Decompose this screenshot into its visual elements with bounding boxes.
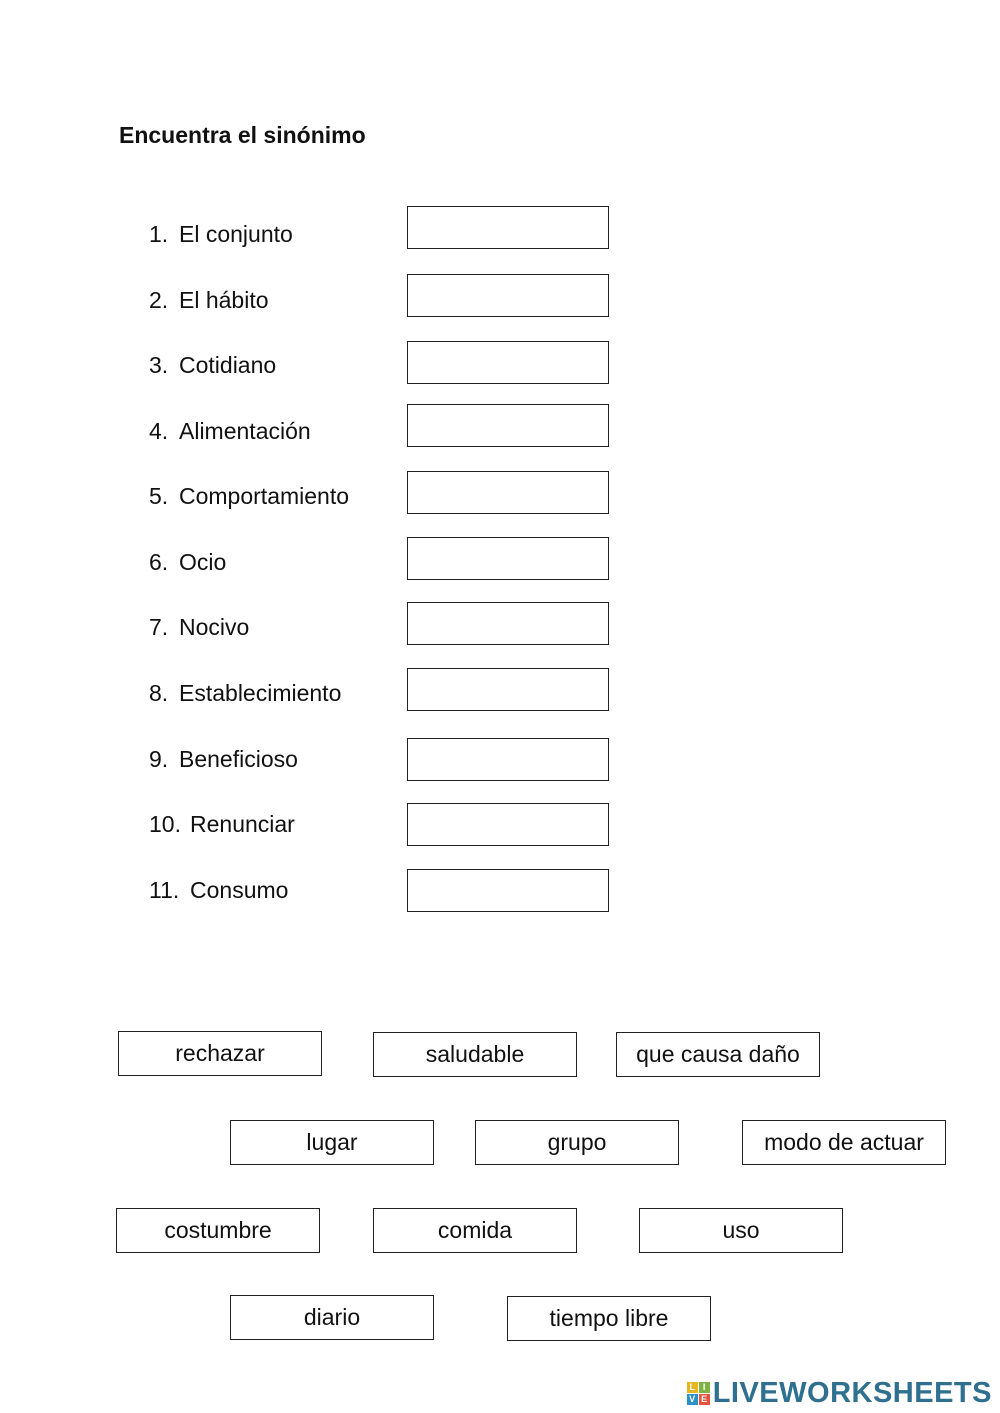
item-word: Renunciar: [190, 811, 295, 837]
item-number: 8.: [149, 680, 169, 706]
answer-box-10[interactable]: [407, 803, 609, 846]
option-chip-diario[interactable]: diario: [230, 1295, 434, 1340]
item-word: Consumo: [190, 877, 289, 903]
answer-box-7[interactable]: [407, 602, 609, 645]
list-item: [149, 809, 295, 839]
option-chip-uso[interactable]: uso: [639, 1208, 843, 1253]
answer-box-4[interactable]: [407, 404, 609, 447]
answer-box-1[interactable]: [407, 206, 609, 249]
answer-box-6[interactable]: [407, 537, 609, 580]
option-chip-tiempo-libre[interactable]: tiempo libre: [507, 1296, 711, 1341]
answer-box-5[interactable]: [407, 471, 609, 514]
item-number: 10.: [149, 811, 181, 837]
list-item: [149, 744, 298, 774]
list-item: [149, 350, 276, 380]
option-chip-modo-de-actuar[interactable]: modo de actuar: [742, 1120, 946, 1165]
item-number: 1.: [149, 221, 169, 247]
item-word: Establecimiento: [179, 680, 342, 706]
answer-box-2[interactable]: [407, 274, 609, 317]
item-word: Cotidiano: [179, 352, 277, 378]
list-item: [149, 612, 249, 642]
answer-box-3[interactable]: [407, 341, 609, 384]
item-word: Nocivo: [179, 614, 250, 640]
option-chip-comida[interactable]: comida: [373, 1208, 577, 1253]
answer-box-8[interactable]: [407, 668, 609, 711]
list-item: [149, 416, 311, 446]
option-chip-costumbre[interactable]: costumbre: [116, 1208, 320, 1253]
option-chip-grupo[interactable]: grupo: [475, 1120, 679, 1165]
item-word: El hábito: [179, 287, 269, 313]
item-word: Comportamiento: [179, 483, 350, 509]
list-item: [149, 875, 288, 905]
option-chip-rechazar[interactable]: rechazar: [118, 1031, 322, 1076]
item-word: Ocio: [179, 549, 227, 575]
list-item: [149, 678, 341, 708]
item-number: 11.: [149, 877, 180, 903]
item-number: 2.: [149, 287, 169, 313]
list-item: [149, 285, 269, 315]
item-number: 6.: [149, 549, 169, 575]
item-word: Alimentación: [179, 418, 311, 444]
liveworksheets-icon: L I V E: [687, 1382, 710, 1405]
brand-logo: [687, 1376, 992, 1410]
item-number: 9.: [149, 746, 169, 772]
item-number: 4.: [149, 418, 169, 444]
answer-box-9[interactable]: [407, 738, 609, 781]
list-item: [149, 481, 349, 511]
page-title: Encuentra el sinónimo: [119, 122, 366, 148]
option-chip-saludable[interactable]: saludable: [373, 1032, 577, 1077]
list-item: [149, 219, 293, 249]
brand-name: LIVEWORKSHEETS: [712, 1376, 992, 1409]
item-number: 3.: [149, 352, 169, 378]
list-item: [149, 547, 226, 577]
option-chip-lugar[interactable]: lugar: [230, 1120, 434, 1165]
item-word: Beneficioso: [179, 746, 298, 772]
answer-box-11[interactable]: [407, 869, 609, 912]
item-number: 5.: [149, 483, 169, 509]
option-chip-que-causa-dano[interactable]: que causa daño: [616, 1032, 820, 1077]
item-word: El conjunto: [179, 221, 293, 247]
item-number: 7.: [149, 614, 169, 640]
